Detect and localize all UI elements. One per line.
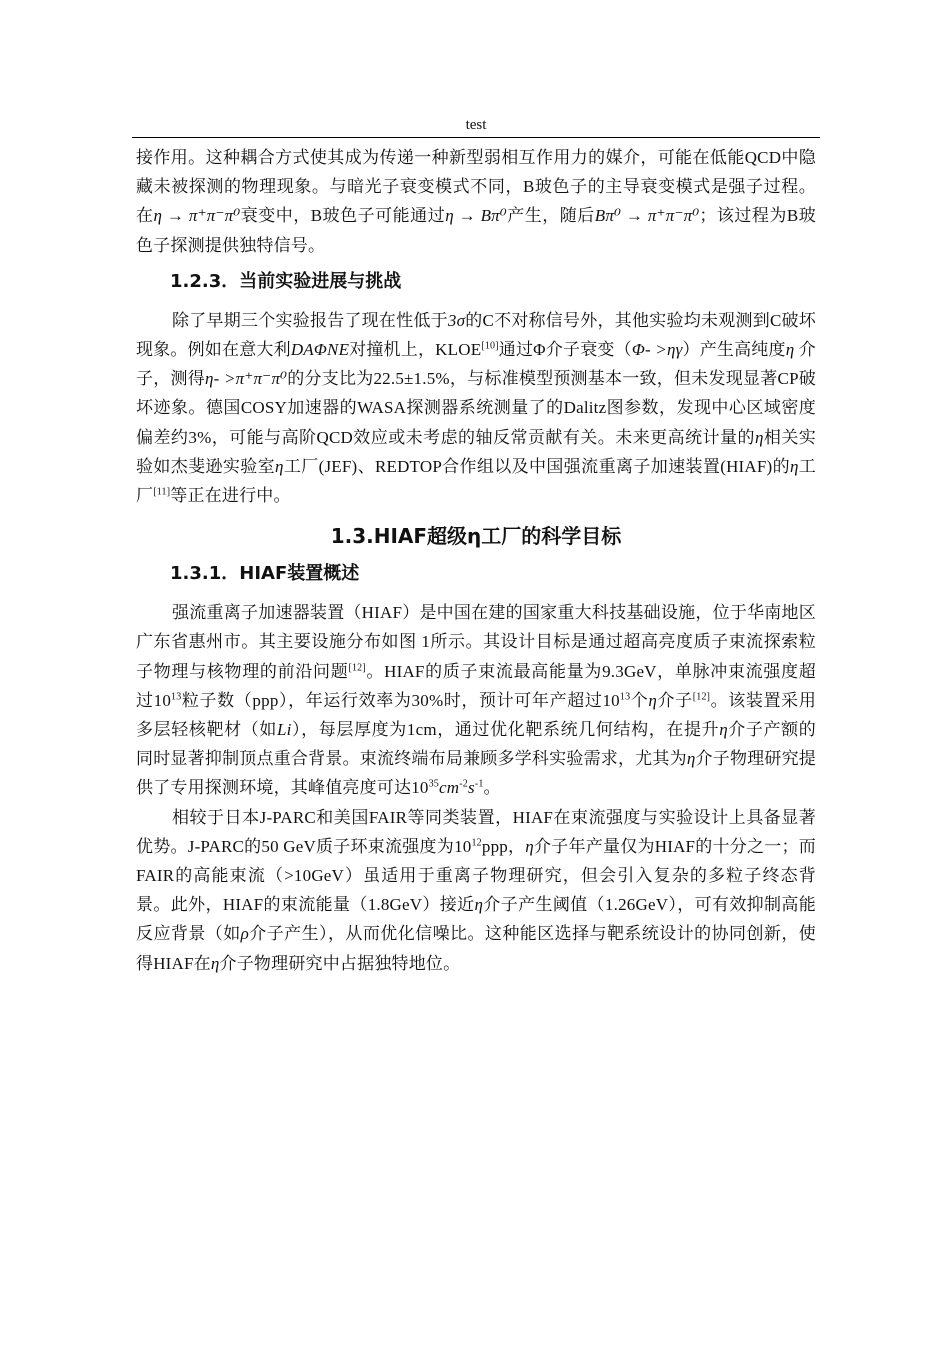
formula-eta: η	[474, 895, 484, 915]
formula-power-of-ten	[602, 691, 630, 710]
text-run: 介子年产量仅为HIAF的十分之一；而FAIR的高能束流（>10GeV）虽适用于重离子物理研究，但会引入复杂的多粒子终态背景。此外，HIAF的束流能量（1.8GeV）接近	[136, 836, 816, 915]
text-run: 介子物理研究提供了专用探测环境，其峰值亮度可达	[136, 749, 816, 798]
formula-luminosity	[411, 778, 483, 797]
text-run: 产生，随后	[506, 206, 595, 226]
heading-1-3-1: 1.3.1．HIAF装置概述	[170, 563, 360, 585]
text-run: 对撞机上，KLOE	[349, 340, 482, 360]
text-run: 工厂(JEF)、REDTOP合作组以及中国强流重离子加速装置(HIAF)的	[283, 456, 790, 476]
power-exponent: 13	[619, 691, 631, 703]
text-run: 工厂	[136, 456, 817, 506]
text-run: 等正在进行中。	[170, 486, 291, 506]
heading-1-3: 1.3.HIAF超级η工厂的科学目标	[330, 524, 622, 549]
text-run: 介子，测得	[136, 340, 817, 389]
text-run: 介子	[657, 690, 693, 710]
unit-exponent: -2	[459, 778, 468, 790]
power-exponent: 35	[428, 778, 440, 790]
formula-eta: η	[525, 836, 534, 856]
formula-eta: η	[719, 720, 728, 740]
formula-eta: η	[754, 427, 764, 447]
text-run: 相较于日本J-PARC和美国FAIR等同类装置，HIAF在束流强度与实验设计上具备显著优势。J-PARC的50 GeV质子环束流强度为	[136, 807, 816, 856]
power-base: 10	[153, 690, 172, 710]
unit-cm: cm	[439, 778, 460, 798]
unit-s: s	[467, 778, 475, 798]
citation-ref: [10]	[481, 340, 499, 352]
paragraph-experimental-progress	[136, 306, 816, 510]
formula-3sigma: 3σ	[447, 310, 466, 330]
formula-phi-eta-gamma: Φ- >ηγ	[631, 340, 683, 360]
text-run: 强流重离子加速器装置（HIAF）是中国在建的国家重大科技基础设施，位于华南地区广东省惠州市。其主要设施分布如图 1所示。其设计目标是通过超高亮度质子束流探索粒子物理与核物理的前沿问题	[136, 603, 816, 681]
text-run: 介子产额的同时显著抑制顶点重合背景。束流终端布局兼顾多学科实验需求，尤其为	[136, 720, 817, 769]
text-run: 。HIAF的质子束流最高能量为9.3GeV，单脉冲束流强度超过	[136, 661, 816, 710]
power-exponent: 13	[171, 691, 182, 703]
formula-daphne: DAΦNE	[290, 340, 350, 360]
text-run: 的分支比为22.5±1.5%，与标准模型预测基本一致，但未发现显著CP破坏迹象。德国COSY加速器的WASA探测器系统测量了的Dalitz图参数，发现中心区域密度偏差约3%，可能与高阶QCD效应或未考虑的轴反常贡献有关。未来更高统计量的	[136, 369, 816, 447]
formula-eta: η	[210, 953, 220, 973]
text-run: 通过	[498, 340, 534, 360]
formula-eta-3pi: η → π⁺π⁻π⁰	[153, 206, 241, 226]
text-run: 相关实验如杰斐逊实验室	[136, 427, 817, 476]
formula-eta: η	[785, 340, 795, 360]
paragraph-hiaf-overview	[136, 598, 816, 802]
text-run: 介子产生阈值（1.26GeV），可有效抑制高能反应背景（如	[136, 895, 816, 944]
citation-ref: [12]	[348, 661, 366, 673]
text-run: 介子产生），从而优化信噪比。这种能区选择与靶系统设计的协同创新，使得HIAF在	[136, 924, 816, 973]
formula-power-of-ten	[454, 837, 482, 856]
power-base: 10	[602, 690, 620, 710]
text-run: 衰变中，B玻色子可能通过	[240, 206, 446, 226]
paragraph-b-boson-decay	[136, 143, 816, 260]
text-run: 粒子数（ppp），年运行效率为30%时，预计可年产超过	[181, 690, 603, 710]
citation-ref: [11]	[153, 486, 171, 498]
text-run: 。	[483, 778, 501, 798]
formula-eta: η	[648, 690, 658, 710]
formula-eta: η	[686, 749, 696, 769]
text-run: 。该装置采用多层轻核靶材（如	[136, 690, 817, 740]
paragraph-hiaf-comparison	[136, 803, 816, 978]
text-run: 除了早期三个实验报告了现在性低于	[172, 310, 448, 330]
text-run: 接作用。这种耦合方式使其成为传递一种新型弱相互作用力的媒介，可能在低能QCD中隐藏未被探测的物理现象。与暗光子衰变模式不同，B玻色子的主导衰变模式是强子过程。在	[136, 148, 816, 226]
text-run: ）产生高纯度	[682, 340, 786, 360]
power-base: 10	[411, 778, 429, 798]
text-run: ），每层厚度为1cm，通过优化靶系统几何结构，在提升	[291, 720, 720, 740]
unit-exponent: -1	[474, 778, 484, 790]
formula-eta: η	[275, 456, 284, 476]
citation-ref: [12]	[692, 691, 711, 703]
text-run: ppp，	[481, 836, 526, 856]
text-run: 介子衰变（	[545, 340, 632, 360]
text-run: ；该过程为B玻色子探测提供独特信号。	[136, 206, 816, 255]
header-rule	[132, 137, 820, 138]
formula-eta-b-pi0: η → Bπ⁰	[445, 206, 507, 226]
document-body	[136, 143, 816, 978]
formula-power-of-ten	[154, 691, 182, 710]
page-header: test	[465, 117, 487, 133]
formula-eta: η	[789, 456, 799, 476]
power-base: 10	[454, 836, 472, 856]
formula-phi: Φ	[533, 340, 546, 360]
heading-1-2-3: 1.2.3．当前实验进展与挑战	[170, 270, 402, 292]
text-run: 个	[630, 690, 649, 710]
formula-lithium: Li	[277, 720, 292, 740]
power-exponent: 12	[471, 837, 482, 849]
formula-b-pi0-3pi: Bπ⁰ → π⁺π⁻π⁰	[594, 206, 700, 226]
text-run: 介子物理研究中占据独特地位。	[219, 953, 461, 973]
formula-eta-3pi: η- >π⁺π⁻π⁰	[205, 369, 288, 389]
formula-rho: ρ	[240, 924, 250, 944]
text-run: 的C不对称信号外，其他实验均未观测到C破坏现象。例如在意大利	[136, 310, 816, 360]
